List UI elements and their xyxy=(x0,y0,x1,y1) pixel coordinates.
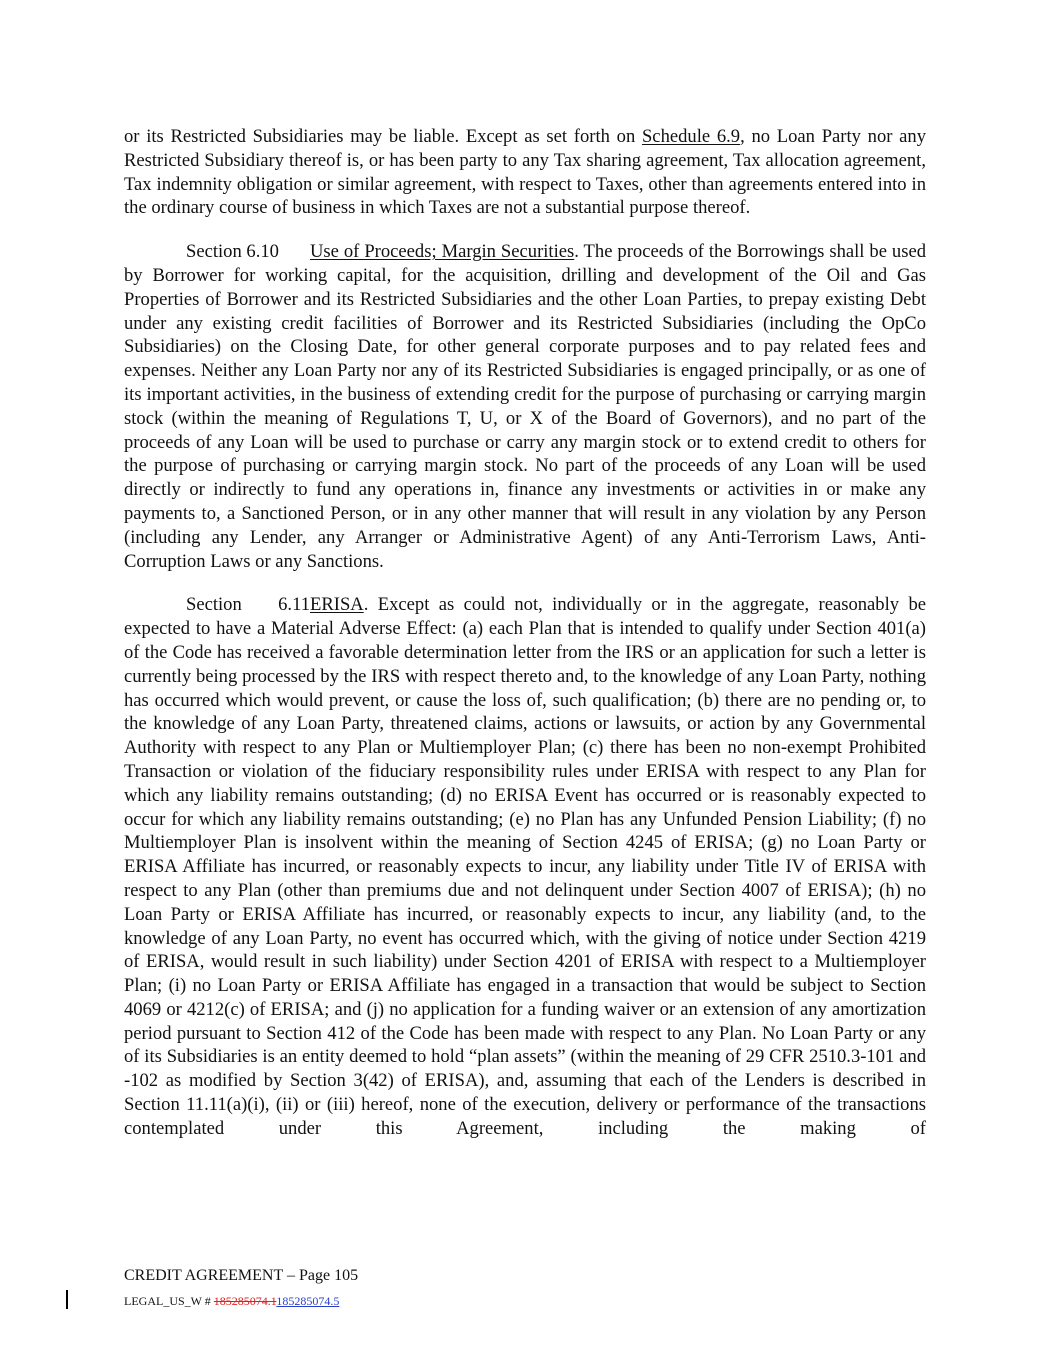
section-6-11-title: ERISA xyxy=(310,594,364,616)
inserted-document-id: 185285074.5 xyxy=(276,1294,340,1308)
continuation-text-1: or its Restricted Subsidiaries may be liable. Except as set forth on xyxy=(124,126,642,147)
change-bar xyxy=(66,1290,68,1309)
section-6-11-text: . Except as could not, individually or in the aggregate, reasonably be expected to have a Material Adverse Effect: (a) each Plan that is intended to qualify under Section 401(a) of the Code has received a favorable determination letter from the IRS or an application for such a letter is currently being processed by the IRS with respect thereto and, to the knowledge of any Loan Party, nothing has occurred which would prevent, or cause the loss of, such qualification; (b) there are no pending or, to the knowledge of any Loan Party, threatened claims, actions or lawsuits, or action by any Governmental Authority with respect to any Plan or Multiemployer Plan; (c) there has been no non-exempt Prohibited Transaction or violation of the fiduciary responsibility rules under ERISA with respect to any Plan for which any liability remains outstanding; (d) no ERISA Event has occurred or is reasonably expected to occur for which any liability remains outstanding; (e) no Plan has any Unfunded Pension Liability; (f) no Multiemployer Plan is insolvent within the meaning of Section 4245 of ERISA; (g) no Loan Party or ERISA Affiliate has incurred, or reasonably expects to incur, any liability under Title IV of ERISA with respect to any Plan (other than premiums due and not delinquent under Section 4007 of ERISA); (h) no Loan Party or ERISA Affiliate has incurred, or reasonably expects to incur, any liability (and, to the knowledge of any Loan Party, no event has occurred which, with the giving of notice under Section 4219 of ERISA, would result in such liability) under Section 4201 of ERISA with respect to a Multiemployer Plan; (i) no Loan Party or ERISA Affiliate has engaged in a transaction that would be subject to Section 4069 or 4212(c) of ERISA; and (j) no application for a funding waiver or an extension of any amortization period pursuant to Section 412 of the Code has been made with respect to any Plan. No Loan Party or any of its Subsidiaries is an entity deemed to hold “plan assets” (within the meaning of 29 CFR 2510.3-101 and -102 as modified by Section 3(42) of ERISA), and, assuming that each of the Lenders is described in Section 11.11(a)(i), (ii) or (iii) hereof, none of the execution, delivery or performance of the transactions contemplated under this Agreement, including the making of xyxy=(124,594,926,1139)
section-6-10-text: . The proceeds of the Borrowings shall be used by Borrower for working capital, for the acquisition, drilling and development of the Oil and Gas Properties of Borrower and its Restricted Subsidiaries and the other Loan Parties, to prepay existing Debt under any existing credit facilities of Borrower and its Restricted Subsidiaries (including the OpCo Subsidiaries) on the Closing Date, for other general corporate purposes and to pay related fees and expenses. Neither any Loan Party nor any of its Restricted Subsidiaries is engaged principally, or as one of its important activities, in the business of extending credit for the purpose of purchasing or carrying margin stock (within the meaning of Regulations T, U, or X of the Board of Governors), and no part of the proceeds of any Loan will be used to purchase or carry any margin stock or to extend credit to others for the purpose of purchasing or carrying margin stock. No part of the proceeds of any Loan will be used directly or indirectly to fund any operations in, finance any investments or activities in or make any payments to, a Sanctioned Person, or in any other manner that will result in any violation by any Person (including any Lender, any Arranger or Administrative Agent) of any Anti-Terrorism Laws, Anti-Corruption Laws or any Sanctions. xyxy=(124,241,926,572)
section-6-10-title: Use of Proceeds; Margin Securities xyxy=(310,241,575,263)
section-6-10-number: Section 6.10 xyxy=(186,241,279,263)
section-6-11-number: Section 6.11 xyxy=(186,594,310,616)
footer-document-id xyxy=(124,1293,339,1309)
deleted-document-id: 185285074.1 xyxy=(213,1294,277,1308)
footer-page-title: CREDIT AGREEMENT – Page 105 xyxy=(124,1267,359,1284)
continuation-text-2: , no Loan Party nor any Restricted Subsidiary thereof is, or has been party to any Tax sharing agreement, Tax allocation agreement, Tax indemnity obligation or similar agreement, with respect to Taxes, other than agreements entered into in the ordinary course of business in which Taxes are not a substantial purpose thereof. xyxy=(124,126,927,219)
section-6-10-paragraph xyxy=(124,240,926,573)
footer-id-prefix: LEGAL_US_W # xyxy=(124,1294,214,1308)
continuation-paragraph xyxy=(124,125,926,220)
document-body xyxy=(124,125,926,1141)
section-6-11-paragraph xyxy=(124,593,926,1140)
schedule-reference: Schedule 6.9 xyxy=(641,126,741,147)
